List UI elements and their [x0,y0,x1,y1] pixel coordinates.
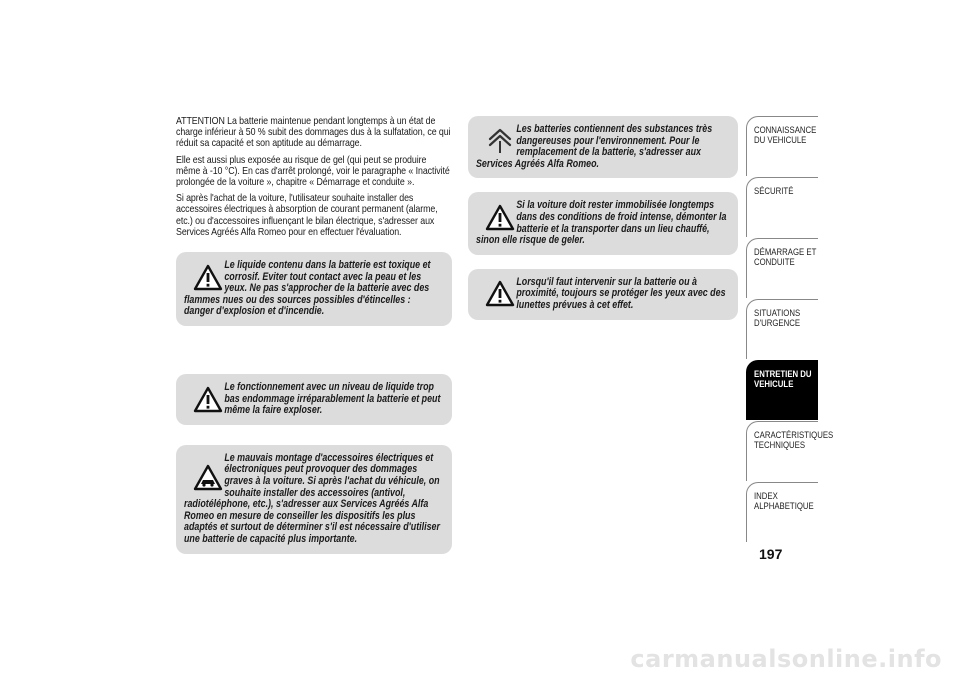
tab-label: DÉMARRAGE ET CONDUITE [754,247,817,269]
note-text: Le mauvais montage d'accessoires électriques et électroniques peut provoquer des dommages graves à la voiture. Si après l'achat du véhicule, on souhaite installer des accessoires (antivol, radiotéléphone, etc.), s'adresser aux Services Agréés Alfa Romeo en mesure de conseiller les dispositifs les plus adaptés et surtout de déterminer s'il est nécessaire d'utiliser une batterie de capacité plus importante. [184,451,440,545]
note-text: Les batteries contiennent des substances très dangereuses pour l'environnement. Pour le remplacement de la batterie, s'adresser aux Services Agréés Alfa Romeo. [476,123,713,170]
tab-label: CARACTÉRISTIQUES TECHNIQUES [754,430,834,452]
right-column [468,116,738,336]
warning-note-toxic-liquid [176,252,452,326]
tab-demarrage[interactable] [746,238,818,298]
environment-note [468,116,738,178]
tab-label: INDEX ALPHABETIQUE [754,491,814,513]
page-number: 197 [759,546,783,562]
paragraph-frost-risk: Elle est aussi plus exposée au risque de gel (qui peut se produire même à -10 °C). En cas d'arrêt prolongé, voir le paragraphe « Inactivité prolongée de la voiture », chapitre « Démarrage et conduite ». [176,154,450,189]
note-text: Lorsqu'il faut intervenir sur la batterie ou à proximité, toujours se protéger les yeux avec des lunettes prévues à cet effet. [516,275,726,311]
note-text: Le liquide contenu dans la batterie est toxique et corrosif. Eviter tout contact avec la peau et les yeux. Ne pas s'approcher de la batterie avec des flammes nues ou des sources possibles d'étincelles : danger d'explosion et d'incendie. [184,259,431,318]
note-text: Le fonctionnement avec un niveau de liquide trop bas endommage irréparablement la batterie et peut même la faire exploser. [224,381,441,417]
tab-connaissance[interactable] [746,116,818,176]
tab-index[interactable] [746,482,818,542]
chapter-tabs [746,116,834,543]
tab-entretien[interactable] [746,360,818,420]
tab-label: SITUATIONS D'URGENCE [754,308,801,330]
tab-label: ENTRETIEN DU VEHICULE [754,369,812,391]
warning-note-cold [468,192,738,254]
warning-note-low-liquid [176,374,452,425]
tab-label: CONNAISSANCE DU VEHICULE [754,125,817,147]
warning-note-eye-protection [468,269,738,320]
watermark: carmanualsonline.info [630,645,942,673]
warning-note-accessories [176,445,452,554]
left-column [176,116,452,570]
note-text: Si la voiture doit rester immobilisée longtemps dans des conditions de froid intense, démonter la batterie et la transporter dans un lieu chauffé, sinon elle risque de geler. [476,199,727,247]
paragraph-attention: ATTENTION La batterie maintenue pendant longtemps à un état de charge inférieur à 50 % subit des dommages dus à la sulfatation, ce qui réduit sa capacité et son aptitude au démarrage. [176,116,451,150]
tab-urgence[interactable] [746,299,818,359]
tab-securite[interactable] [746,177,818,237]
tab-caracteristiques[interactable] [746,421,834,481]
paragraph-accessories: Si après l'achat de la voiture, l'utilisateur souhaite installer des accessoires électriques à absorption de courant permanent (alarme, etc.) ou d'accessoires influençant le bilan électrique, s'adresser aux Services Agréés Alfa Romeo pour en effectuer l'évaluation. [176,193,438,238]
tab-label: SÉCURITÉ [754,186,794,197]
